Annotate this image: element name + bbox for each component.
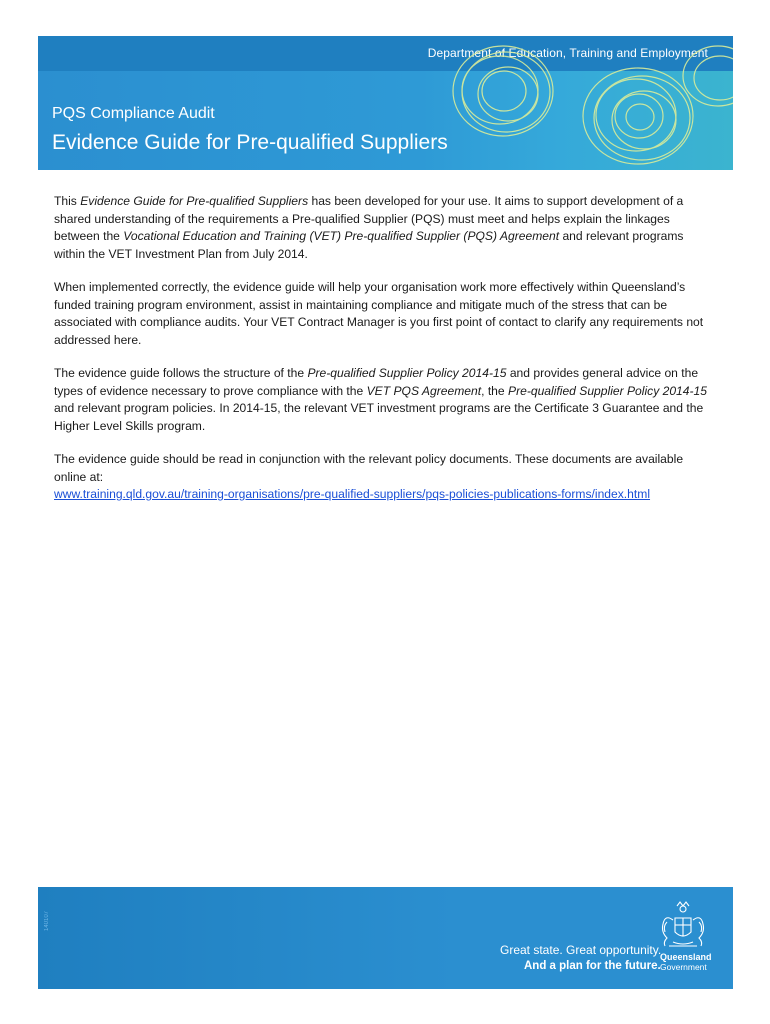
logo-government: Government bbox=[660, 962, 707, 972]
agreement-short-italic: VET PQS Agreement bbox=[366, 383, 482, 398]
implementation-paragraph: When implemented correctly, the evidence guide will help your organisation work more effectively within Queensland’s funded training program environment, assist in maintaining compliance and mitigate much of the stress that can be associated with compliance audits. Your VET Contract Manager is you first point of contact to clarify any requirements not addressed here. bbox=[54, 280, 704, 347]
text-run: and provides general advice on the types of evidence necessary to prove compliance with the bbox=[54, 366, 699, 398]
text-run: has been developed for your use. It aims to support development of a shared understanding of the requirements a Pre-qualified Supplier (PQS) must meet and helps explain the linkages between the bbox=[54, 194, 684, 243]
tagline-primary: Great state. Great opportunity. bbox=[500, 943, 662, 957]
text-run: The evidence guide should be read in conjunction with the relevant policy documents. These documents are available online at: bbox=[54, 452, 684, 484]
header-banner bbox=[38, 36, 733, 170]
document-reference: 140107 bbox=[44, 910, 50, 931]
department-name: Department of Education, Training and Employment bbox=[427, 46, 708, 60]
document-body bbox=[54, 193, 714, 520]
text-run: This bbox=[54, 194, 81, 208]
logo-queensland: Queensland bbox=[660, 952, 712, 962]
intro-paragraph bbox=[54, 193, 714, 263]
footer-banner bbox=[38, 887, 733, 989]
tagline-secondary: And a plan for the future. bbox=[524, 960, 661, 972]
decorative-swirl-icon bbox=[408, 36, 733, 170]
policy-title-italic: Pre-qualified Supplier Policy 2014-15 bbox=[508, 383, 707, 398]
page-title: Evidence Guide for Pre-qualified Suppliers bbox=[52, 131, 448, 154]
references-paragraph bbox=[54, 451, 714, 504]
text-run: and relevant programs within the VET Investment Plan from July 2014. bbox=[54, 229, 684, 261]
policy-title-italic: Pre-qualified Supplier Policy 2014-15 bbox=[307, 366, 507, 380]
queensland-crest-icon bbox=[655, 900, 711, 950]
text-run: and relevant program policies. In 2014-15, the relevant VET investment programs are the Certificate 3 Guarantee and the Higher Level Skills program. bbox=[54, 401, 704, 433]
text-run: , the bbox=[481, 383, 508, 398]
report-kicker: PQS Compliance Audit bbox=[52, 105, 215, 122]
agreement-title-italic: Vocational Education and Training (VET) Pre-qualified Supplier (PQS) Agreement bbox=[123, 229, 560, 243]
guide-title-italic: Evidence Guide for Pre-qualified Suppliers bbox=[80, 194, 309, 208]
structure-paragraph bbox=[54, 365, 714, 435]
text-run: The evidence guide follows the structure of the bbox=[54, 366, 308, 380]
policy-documents-link[interactable]: www.training.qld.gov.au/training-organisations/pre-qualified-suppliers/pqs-policies-publications-forms/index.html bbox=[54, 487, 651, 501]
